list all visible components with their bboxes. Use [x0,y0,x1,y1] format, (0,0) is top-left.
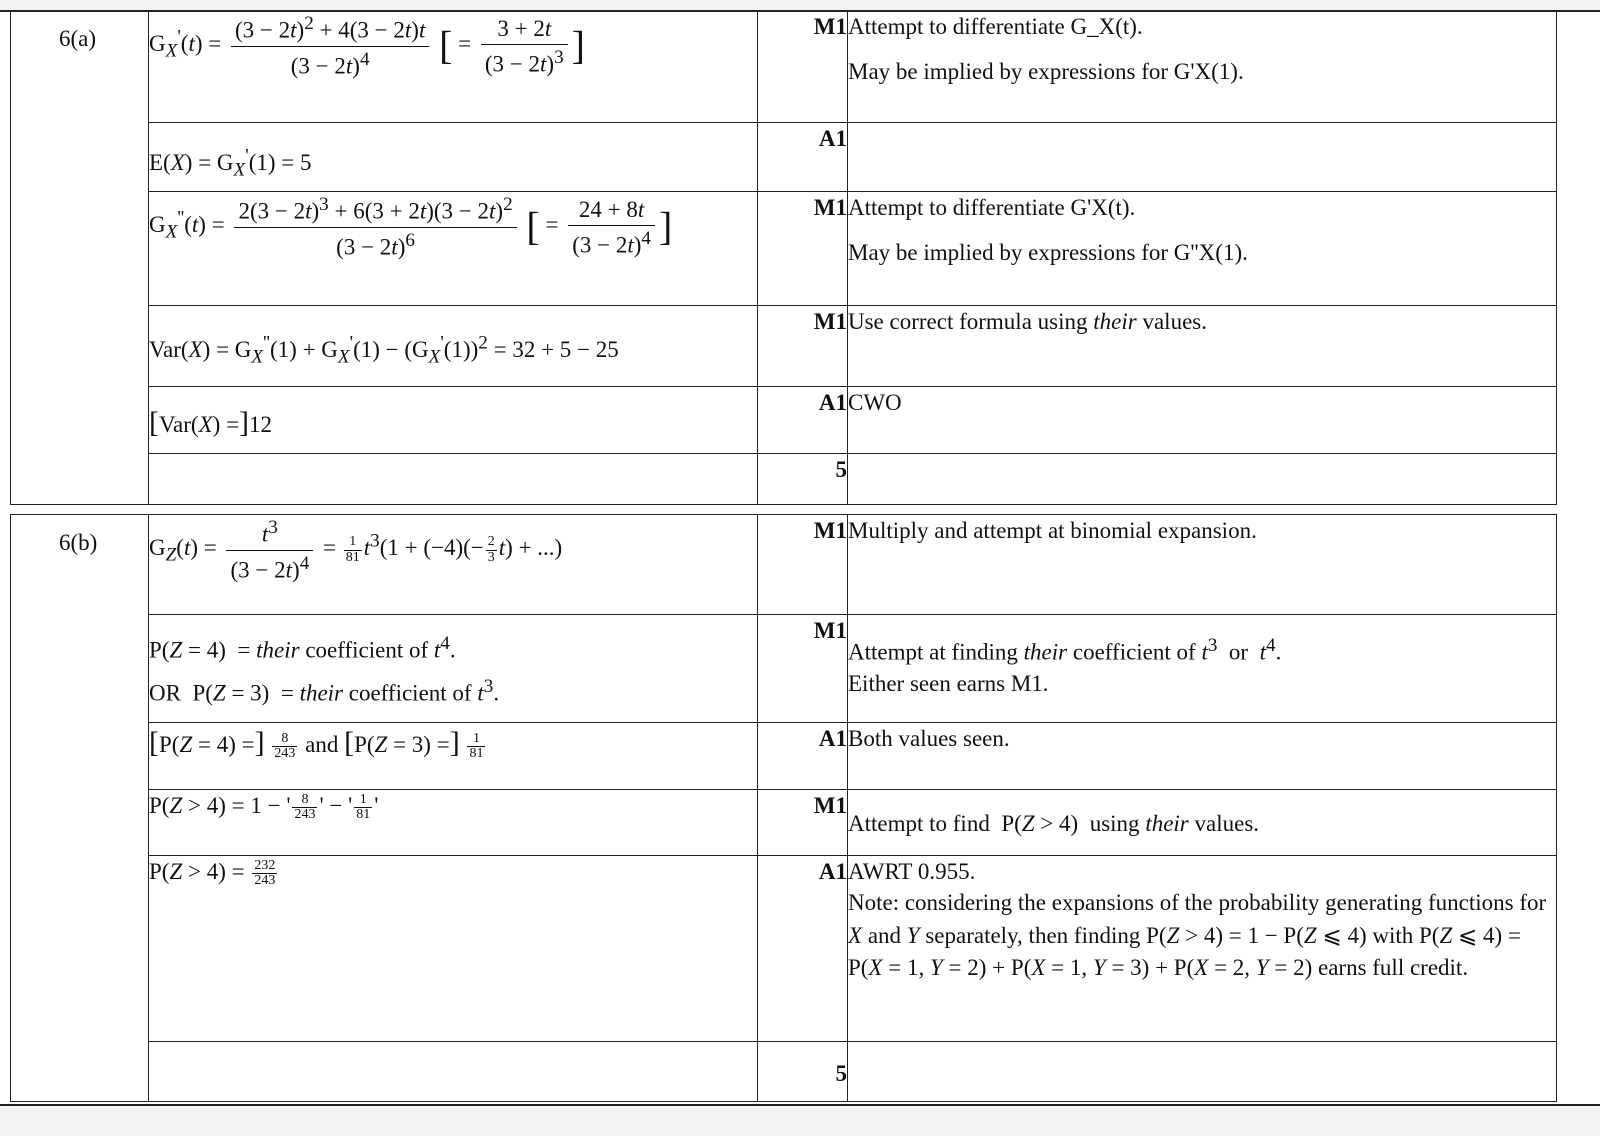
answer-math: $G_Z(t)$ = $\frac{t^3}{(3 - 2t)^4}$ = $\frac{1}{81}$ $t^3(1 + (-4)(-$ $\frac{2}{3}$ t) + ...) [149,517,563,583]
question-label: 6(b) [59,530,98,555]
answer-math: [Var(X) =]12 [149,406,273,439]
answer-math: $G_X'(t)$ = $\frac{(3 - 2t)^2 + 4(3 - 2t)t}{(3 - 2t)^4}$ [ = $\frac{3 + 2t}{(3 - 2t)^3}$ ] [149,13,585,79]
guidance-note [848,11,1557,123]
guidance-note [848,723,1557,790]
answer-cell [149,723,758,790]
note-line: Attempt to differentiate G_X(t). [848,14,1143,39]
table-row [11,11,1557,123]
question-label-cell [11,515,149,1102]
guidance-note [848,123,1557,192]
note-line: CWO [848,390,902,415]
guidance-note [848,1042,1557,1102]
answer-math: $G_X''(t)$ = $\frac{2(3 - 2t)^3 + 6(3 + 2t)(3 - 2t)^2}{(3 - 2t)^6}$ [ = $\frac{24 + 8t}{(3 - 2t)^4}$ ] [149,194,673,260]
table-row [11,856,1557,1042]
mark-code: M1 [758,615,848,723]
answer-cell [149,123,758,192]
answer-math: P(Z = 4) = their coefficient of $t^4$. [149,633,456,663]
answer-math: $Var(X) = G_X''(1) + G_X'(1) - (G_X'(1))^2 = 32 + 5 - 25$ [149,332,619,368]
total-marks: 5 [758,1042,848,1102]
question-label-cell [11,11,149,505]
question-label: 6(a) [59,26,97,51]
mark-code: A1 [758,723,848,790]
answer-cell [149,515,758,615]
answer-cell [149,306,758,387]
note-line: Both values seen. [848,726,1010,751]
table-row [11,123,1557,192]
mark-code: A1 [758,123,848,192]
guidance-note [848,790,1557,856]
guidance-note [848,615,1557,723]
note-line: AWRT 0.955. [848,859,976,884]
answer-math: P(Z > 4) = $\frac{232}{243}$ [149,857,276,889]
answer-cell [149,11,758,123]
table-row [11,1042,1557,1102]
note-line: Attempt to find P(Z > 4) using their values. [848,811,1260,836]
note-line: May be implied by expressions for G''X(1). [848,240,1248,266]
guidance-note [848,856,1557,1042]
answer-cell [149,615,758,723]
guidance-note [848,306,1557,387]
answer-cell [149,454,758,505]
note-line: Use correct formula using their values. [848,309,1207,334]
table-row [11,192,1557,306]
table-row [11,790,1557,856]
next-page-edge [0,1104,1600,1136]
answer-cell [149,387,758,454]
answer-math: P(Z > 4) = 1 − ' $\frac{8}{243}$ ' − ' $\frac{1}{81}$ ' [149,791,379,823]
answer-math: OR P(Z = 3) = their coefficient of $t^3$. [149,675,500,706]
table-row [11,306,1557,387]
mark-code: M1 [758,790,848,856]
table-row [11,615,1557,723]
answer-math: [P(Z = 4) =] $\frac{8}{243}$ and [P(Z = 3) =] $\frac{1}{81}$ [149,726,484,762]
table-row [11,454,1557,505]
answer-cell [149,1042,758,1102]
mark-code: M1 [758,192,848,306]
note-line: Attempt at finding their coefficient of $t^3$ or $t^4$. [848,635,1282,665]
guidance-note [848,192,1557,306]
table-row [11,723,1557,790]
answer-cell [149,790,758,856]
mark-code: A1 [758,387,848,454]
note-line: Either seen earns M1. [848,670,1049,696]
guidance-note [848,454,1557,505]
answer-cell [149,856,758,1042]
mark-scheme-table-6a [10,10,1557,505]
note-line: Note: considering the expansions of the probability generating functions for X and Y separately, then finding P(Z > 4) = 1 − P(Z ⩽ 4) with P(Z ⩽ 4) = P(X = 1, Y = 2) + P(X = 1, Y = 3) + P(X = 2, Y = 2) earns full credit. [848,890,1547,981]
mark-code: M1 [758,515,848,615]
mark-scheme-table-6b [10,514,1557,1102]
mark-code: M1 [758,306,848,387]
note-line: Attempt to differentiate G'X(t). [848,195,1136,220]
total-marks: 5 [758,454,848,505]
table-row [11,515,1557,615]
guidance-note [848,387,1557,454]
answer-cell [149,192,758,306]
note-line: May be implied by expressions for G'X(1). [848,59,1244,85]
answer-math: $E(X) = G_X'(1) = 5$ [149,145,312,181]
guidance-note [848,515,1557,615]
table-row [11,387,1557,454]
mark-code: M1 [758,11,848,123]
mark-code: A1 [758,856,848,1042]
note-line: Multiply and attempt at binomial expansion. [848,518,1257,543]
